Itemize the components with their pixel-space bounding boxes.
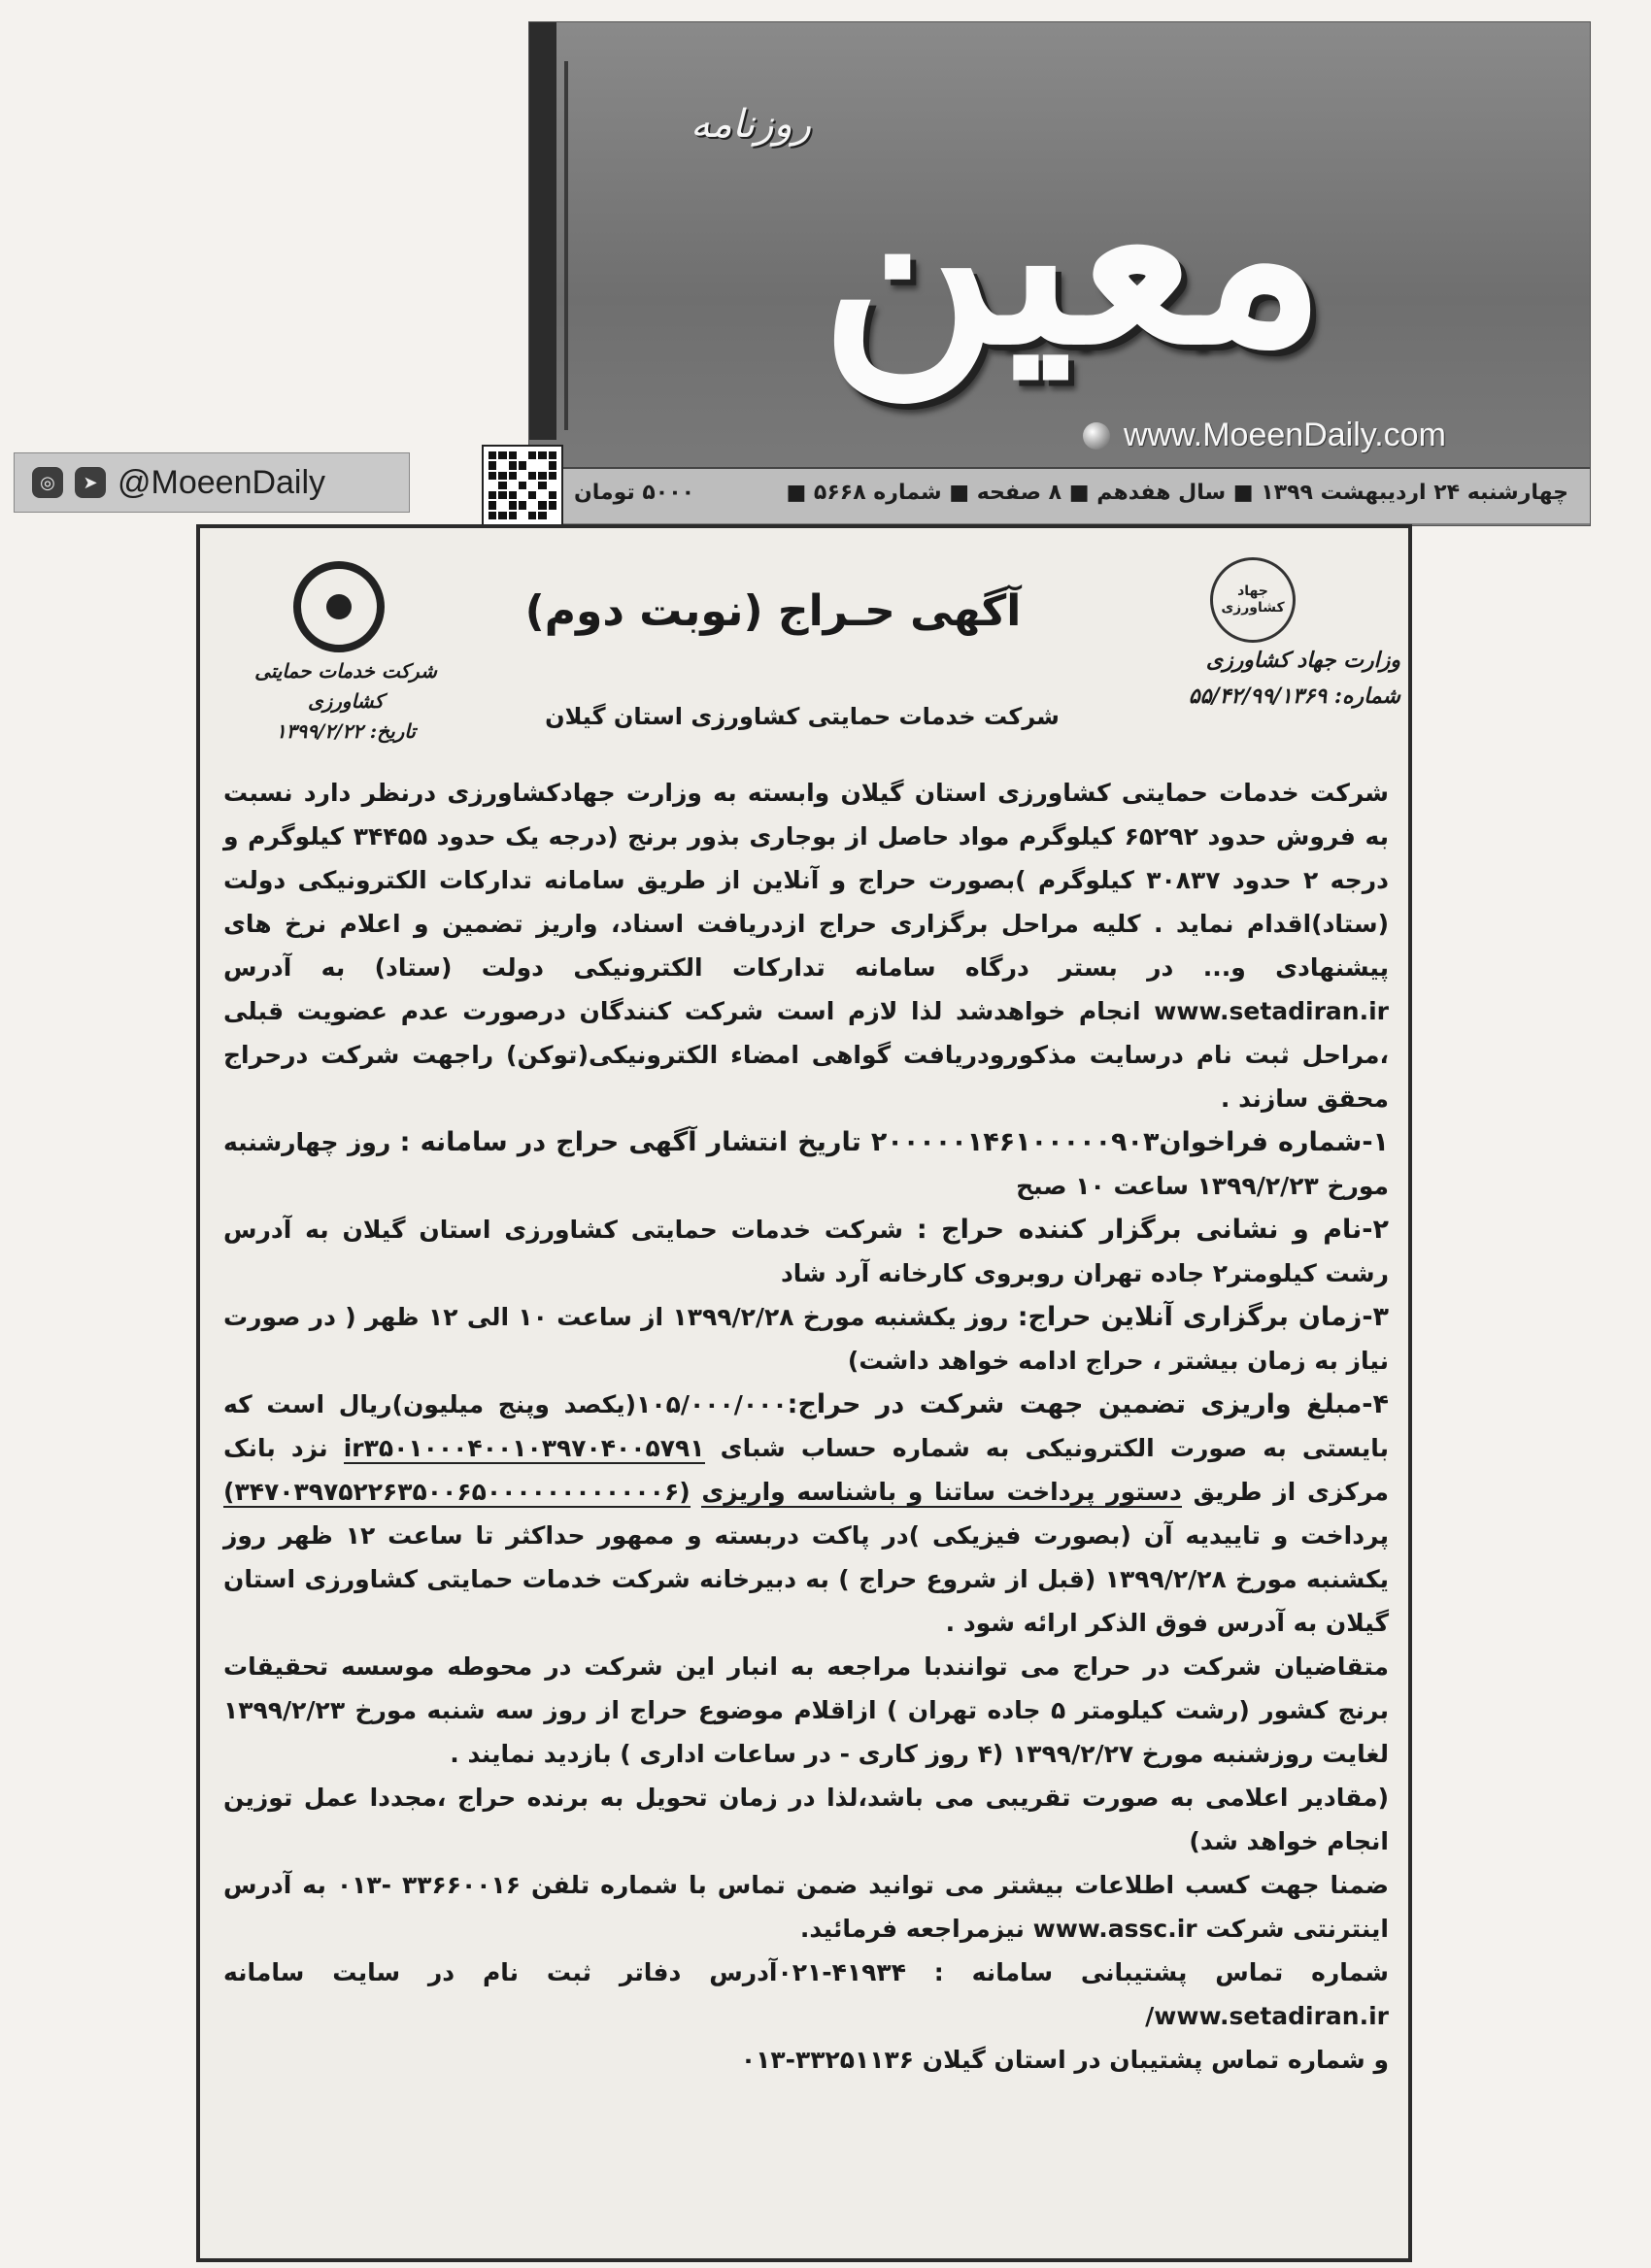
item-2-text: شرکت خدمات حمایتی کشاورزی استان گیلان به آدرس رشت کیلومتر۲ جاده تهران روبروی کارخانه آرد شاد	[223, 1216, 1389, 1287]
payment-id: (۳۴۷۰۳۹۷۵۲۲۶۳۵۰۰۶۵۰۰۰۰۰۰۰۰۰۰۰۰۶)	[223, 1478, 691, 1506]
masthead-edge-line	[564, 61, 568, 430]
notice-subtitle: شرکت خدمات حمایتی کشاورزی استان گیلان	[545, 703, 1060, 730]
issue-info-bar	[529, 467, 1590, 523]
company-name: شرکت خدمات حمایتی کشاورزی	[254, 659, 437, 713]
item-4-heading: ۴-مبلغ واریزی تضمین جهت شرکت در حراج:	[787, 1389, 1389, 1419]
masthead-edge	[529, 22, 556, 440]
item-3-heading: ۳-زمان برگزاری آنلاین حراج:	[1017, 1302, 1390, 1332]
iban-number: ir۳۵۰۱۰۰۰۴۰۰۱۰۳۹۷۰۴۰۰۵۷۹۱	[343, 1434, 705, 1462]
globe-icon	[1083, 422, 1110, 450]
visit-paragraph: متقاضیان شرکت در حراج می توانندبا مراجعه به انبار این شرکت در محوطه موسسه تحقیقات برنج کشور (رشت کیلومتر ۵ جاده تهران ) ازاقلام موضوع حراج از روز سه شنبه مورخ ۱۳۹۹/۲/۲۳ لغایت روزشنبه مورخ ۱۳۹۹/۲/۲۷ (۴ روز کاری - در ساعات اداری ) بازدید نمایند .	[223, 1652, 1389, 1768]
quantity-note: (مقادیر اعلامی به صورت تقریبی می باشد،لذا در زمان تحویل به برنده حراج ،مجددا عمل توزین انجام خواهد شد)	[223, 1784, 1389, 1855]
item-4-text-2: نزد بانک مرکزی از طریق	[223, 1434, 1389, 1506]
support-line-2: و شماره تماس پشتیبان در استان گیلان ۳۳۲۵۱۱۳۶-۰۱۳	[740, 2046, 1389, 2074]
company-signature-block	[239, 656, 453, 747]
notice-date: تاریخ: ۱۳۹۹/۲/۲۲	[276, 719, 416, 743]
item-3	[223, 1295, 1389, 1383]
notice-body	[223, 771, 1389, 2082]
instagram-icon: ◎	[32, 467, 63, 498]
intro-paragraph: شرکت خدمات حمایتی کشاورزی استان گیلان وابسته به وزارت جهادکشاورزی درنظر دارد نسبت به فروش حدود ۶۵۲۹۲ کیلوگرم مواد حاصل از بوجاری بذور برنج (درجه یک حدود ۳۴۴۵۵ کیلوگرم و درجه ۲ حدود ۳۰۸۳۷ کیلوگرم )بصورت حراج و آنلاین از طریق سامانه تدارکات الکترونیکی دولت (ستاد)اقدام نماید . کلیه مراحل برگزاری حراج ازدریافت اسناد، واریز تضمین و اعلام نرخ های پیشنهادی و... در بستر درگاه سامانه تدارکات الکترونیکی دولت (ستاد) به آدرس www.setadiran.ir انجام خواهدشد لذا لازم است شرکت کنندگان درصورت عدم عضویت قبلی ،مراحل ثبت نام درسایت مذکورودریافت گواهی امضاء الکترونیکی(توکن) راجهت شرکت درحراج محقق سازند .	[223, 779, 1389, 1113]
company-logo-icon	[293, 561, 385, 652]
item-1-text: روز چهارشنبه مورخ ۱۳۹۹/۲/۲۳ ساعت ۱۰ صبح	[223, 1128, 1389, 1200]
item-2-heading: ۲-نام و نشانی برگزار کننده حراج :	[916, 1215, 1389, 1245]
support-line-1: شماره تماس پشتیبانی سامانه : ۴۱۹۳۴-۰۲۱آدرس دفاتر ثبت نام در سایت سامانه www.setadiran.ir/	[223, 1958, 1389, 2030]
item-2	[223, 1208, 1389, 1295]
payment-method: دستور پرداخت ساتنا و باشناسه واریزی	[701, 1478, 1182, 1506]
social-bar	[14, 452, 410, 513]
item-1-heading: ۱-شماره فراخوان۲۰۰۰۰۰۱۴۶۱۰۰۰۰۰۹۰۳ تاریخ انتشار آگهی حراج در سامانه :	[399, 1127, 1390, 1157]
website[interactable]	[1083, 417, 1446, 454]
contact-paragraph: ضمنا جهت کسب اطلاعات بیشتر می توانید ضمن تماس با شماره تلفن ۳۳۶۶۰۰۱۶ -۰۱۳ به آدرس اینترنتی شرکت www.assc.ir نیزمراجعه فرمائید.	[223, 1871, 1389, 1943]
letter-number: شماره: ۵۵/۴۲/۹۹/۱۳۶۹	[1188, 684, 1400, 710]
newspaper-masthead	[528, 21, 1591, 526]
newspaper-logo: معین	[820, 113, 1327, 398]
item-3-text: روز یکشنبه مورخ ۱۳۹۹/۲/۲۸ از ساعت ۱۰ الی ۱۲ ظهر ( در صورت نیاز به زمان بیشتر ، حراج ادامه خواهد داشت)	[223, 1303, 1389, 1375]
item-4-text-3: پرداخت و تاییدیه آن (بصورت فیزیکی )در پاکت دربسته و ممهور حداکثر تا ساعت ۱۲ ظهر روز یکشنبه مورخ ۱۳۹۹/۲/۲۸ (قبل از شروع حراج ) به دبیرخانه شرکت خدمات حمایتی کشاورزی استان گیلان به آدرس فوق الذکر ارائه شود .	[223, 1521, 1389, 1637]
issue-info: چهارشنبه ۲۴ اردیبهشت ۱۳۹۹ ■ سال هفدهم ■ ۸ صفحه ■ شماره ۵۶۶۸ ■	[786, 481, 1568, 505]
price: ۵۰۰۰ تومان	[574, 481, 695, 505]
social-handle: @MoeenDaily	[118, 463, 326, 501]
ministry-name: وزارت جهاد کشاورزی	[1205, 648, 1400, 673]
item-1	[223, 1120, 1389, 1208]
newspaper-label: روزنامه	[691, 102, 812, 147]
telegram-icon: ➤	[75, 467, 106, 498]
item-4	[223, 1383, 1389, 1645]
notice-title: آگهی حـراج (نوبت دوم)	[524, 586, 1022, 636]
item-4-text-1: ۱۰۵/۰۰۰/۰۰۰(یکصد وپنج میلیون)ریال است که بایستی به صورت الکترونیکی به شماره حساب شبای	[223, 1390, 1390, 1462]
qr-code	[482, 445, 563, 526]
auction-notice	[196, 524, 1412, 2262]
ministry-block	[1099, 643, 1400, 716]
ministry-emblem-text: جهاد کشاورزی	[1221, 584, 1285, 616]
website-url[interactable]: www.MoeenDaily.com	[1124, 417, 1446, 453]
ministry-emblem-icon	[1210, 557, 1296, 643]
